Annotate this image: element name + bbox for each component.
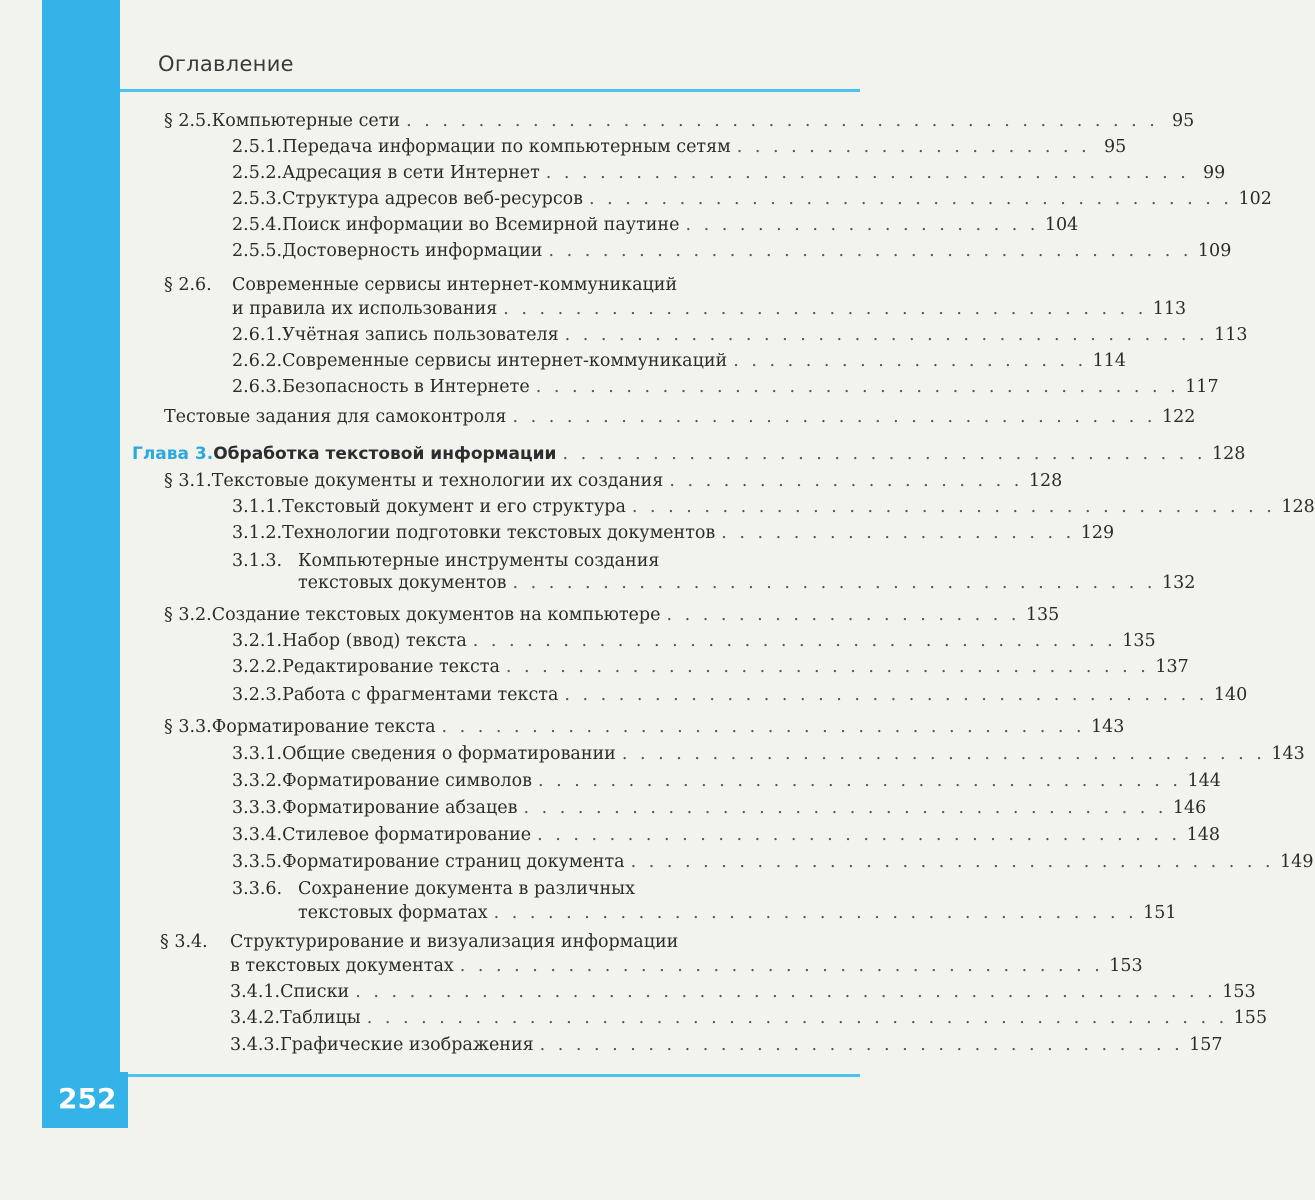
toc-leader-dots: . . . . . . . . . . . . . . . . . . . . . . . . . . . . . . . . . . . . [631,497,1276,517]
toc-entry-page: 132 [1161,573,1196,593]
toc-entry-title: Учётная запись пользователя [282,325,559,345]
toc-leader-dots: . . . . . . . . . . . . . . . . . . . . [666,605,1020,625]
toc-entry-page: 104 [1044,215,1079,235]
toc-entry-page: 113 [1214,325,1248,345]
toc-leader-dots: . . . . . . . . . . . . . . . . . . . . [685,215,1039,235]
toc-leader-dots: . . . . . . . . . . . . . . . . . . . . [736,137,1091,157]
toc-entry-title: Форматирование символов [282,771,532,791]
toc-entry-title: Достоверность информации [282,241,543,261]
toc-entry-title: Форматирование текста [211,717,436,737]
toc-entry-title: Безопасность в Интернете [282,377,530,397]
toc-entry[interactable] [164,404,1196,430]
toc-entry[interactable] [160,929,678,955]
toc-entry-title: Поиск информации во Всемирной паутине [282,215,680,235]
toc-entry-title: Текстовый документ и его структура [282,497,626,517]
toc-entry-title: Графические изображения [280,1035,534,1055]
toc-entry-title: Сохранение документа в различных [298,879,635,899]
toc-entry[interactable] [232,494,1315,520]
toc-entry-continuation[interactable] [230,953,1143,979]
toc-leader-dots: . . . . . . . . . . . . . . . . . . . . . . . . . . . . . . . . . . . . [539,1035,1184,1055]
toc-entry[interactable] [164,468,1063,494]
toc-entry[interactable] [232,768,1221,794]
toc-entry[interactable] [232,822,1221,848]
toc-entry-page: 117 [1185,377,1219,397]
toc-entry[interactable] [232,212,1079,238]
toc-entry-page: 114 [1092,351,1127,371]
toc-entry-title: Адресация в сети Интернет [282,163,540,183]
toc-entry[interactable] [230,979,1256,1005]
toc-entry-title: текстовых документов [298,573,507,593]
toc-entry-page: 95 [1172,111,1195,131]
toc-entry-title: и правила их использования [232,299,498,319]
toc-entry-number: 2.6.2. [232,351,283,371]
toc-entry-number: 3.1.1. [232,497,283,517]
toc-entry-number: 2.5.3. [232,189,283,209]
toc-chapter-number: Глава 3. [132,444,214,464]
toc-leader-dots: . . . . . . . . . . . . . . . . . . . . . . . . . . . . . . . . . . . . [493,903,1138,923]
toc-entry[interactable] [232,741,1305,767]
toc-leader-dots: . . . . . . . . . . . . . . . . . . . . . . . . . . . . . . . . . . . . [621,744,1266,764]
toc-entry-page: 95 [1103,137,1127,157]
toc-entry-page: 143 [1091,717,1125,737]
toc-entry[interactable] [230,1032,1223,1058]
toc-entry[interactable] [230,1005,1268,1031]
toc-entry-title: Набор (ввод) текста [282,631,467,651]
toc-entry-title: Форматирование страниц документа [282,852,625,872]
toc-entry-number: § 3.2. [164,605,212,625]
toc-entry-continuation[interactable] [298,570,1196,596]
toc-entry-number: § 3.1. [164,471,212,491]
toc-leader-dots: . . . . . . . . . . . . . . . . . . . . . . . . . . . . . . . . . . . . [562,444,1206,464]
toc-leader-dots: . . . . . . . . . . . . . . . . . . . . [733,351,1087,371]
toc-entry[interactable] [164,602,1060,628]
toc-leader-dots: . . . . . . . . . . . . . . . . . . . . . . . . . . . . . . . . . . . . [523,798,1167,818]
toc-entry-page: 102 [1238,189,1272,209]
toc-entry-number: § 3.4. [160,932,208,952]
toc-entry-title: Тестовые задания для самоконтроля [164,407,507,427]
toc-entry-page: 144 [1187,771,1221,791]
toc-entry-number: § 3.3. [164,717,212,737]
toc-entry[interactable] [232,238,1232,264]
toc-entry-number: 3.3.3. [232,798,283,818]
toc-entry-page: 151 [1143,903,1177,923]
toc-entry-number: 3.3.2. [232,771,283,791]
toc-leader-dots: . . . . . . . . . . . . . . . . . . . . . . . . . . . . . . . . . . . . [441,717,1086,737]
toc-entry[interactable] [164,714,1125,740]
toc-entry-page: 157 [1189,1035,1223,1055]
toc-entry-title: Компьютерные инструменты создания [298,551,660,571]
toc-entry-title: Работа с фрагментами текста [282,685,559,705]
toc-entry-page: 99 [1202,163,1226,183]
toc-entry[interactable] [164,108,1195,134]
toc-entry-number: 3.3.6. [232,879,283,899]
toc-entry-title: Списки [280,982,350,1002]
toc-entry[interactable] [232,876,635,902]
toc-leader-dots: . . . . . . . . . . . . . . . . . . . . . . . . . . . . . . . . . . . . [512,573,1156,593]
toc-entry-page: 155 [1233,1008,1268,1028]
toc-leader-dots: . . . . . . . . . . . . . . . . . . . . . . . . . . . . . . . . . . . . [535,377,1180,397]
toc-entry-number: 3.3.1. [232,744,283,764]
toc-entry-title: Текстовые документы и технологии их создания [211,471,664,491]
toc-leader-dots: . . . . . . . . . . . . . . . . . . . . . . . . . . . . . . . . . . . . [630,852,1275,872]
toc-entry[interactable] [232,520,1115,546]
toc-leader-dots: . . . . . . . . . . . . . . . . . . . . . . . . . . . . . . . . . . . . [564,685,1208,705]
toc-entry-title: Компьютерные сети [211,111,401,131]
toc-entry-continuation[interactable] [298,900,1177,926]
toc-leader-dots: . . . . . . . . . . . . . . . . . . . . . . . . . . . . . . . . . . . . [564,325,1209,345]
toc-entry-title: Структурирование и визуализация информации [230,932,679,952]
toc-entry-title: Общие сведения о форматировании [282,744,616,764]
toc-leader-dots: . . . . . . . . . . . . . . . . . . . . . . . . . . . . . . . . . . . . [505,657,1150,677]
toc-entry[interactable] [232,628,1156,654]
toc-entry-number: 3.4.1. [230,982,281,1002]
toc-entry[interactable] [232,682,1248,708]
toc-entry-number: 3.4.3. [230,1035,281,1055]
toc-entry-page: 140 [1213,685,1248,705]
toc-entry[interactable] [232,849,1314,875]
toc-entry-title: Стилевое форматирование [282,825,532,845]
toc-entry-title: Современные сервисы интернет-коммуникаций [232,275,678,295]
toc-entry-title: текстовых форматах [298,903,488,923]
toc-leader-dots: . . . . . . . . . . . . . . . . . . . . . . . . . . . . . . . . . . . . . . . . . . [406,111,1159,131]
toc-chapter-title: Обработка текстовой информации [213,444,557,464]
toc-leader-dots: . . . . . . . . . . . . . . . . . . . . . . . . . . . . . . . . . . . . [459,956,1104,976]
toc-leader-dots: . . . . . . . . . . . . . . . . . . . . . . . . . . . . . . . . . . . . [512,407,1156,427]
toc-leader-dots: . . . . . . . . . . . . . . . . . . . . . . . . . . . . . . . . . . . . . . . . . . . . . . . . [366,1008,1228,1028]
toc-leader-dots: . . . . . . . . . . . . . . . . . . . . . . . . . . . . . . . . . . . . [545,163,1190,183]
toc-entry-page: 129 [1080,523,1115,543]
toc-entry[interactable] [232,134,1127,160]
toc-entry-title: Передача информации по компьютерным сетям [282,137,731,157]
toc-entry-title: Таблицы [280,1008,361,1028]
page-number: 252 [58,1082,117,1115]
toc-entry-number: 2.6.3. [232,377,283,397]
toc-leader-dots: . . . . . . . . . . . . . . . . . . . . [721,523,1075,543]
toc-leader-dots: . . . . . . . . . . . . . . . . . . . . [669,471,1023,491]
toc-entry-page: 148 [1186,825,1221,845]
toc-chapter[interactable] [132,441,1246,467]
toc-leader-dots: . . . . . . . . . . . . . . . . . . . . . . . . . . . . . . . . . . . . [548,241,1192,261]
toc-entry[interactable] [232,322,1248,348]
toc-entry-number: 2.5.1. [232,137,283,157]
toc-entry-number: 3.1.2. [232,523,283,543]
toc-entry-title: Современные сервисы интернет-коммуникаций [282,351,728,371]
footer-rule [120,1074,860,1077]
toc-entry-page: 128 [1211,444,1246,464]
toc-entry-page: 122 [1161,407,1196,427]
toc-entry-page: 128 [1028,471,1063,491]
toc-entry[interactable] [232,374,1219,400]
toc-entry-number: 3.2.3. [232,685,283,705]
toc-entry-page: 128 [1281,497,1315,517]
toc-entry[interactable] [232,160,1226,186]
toc-entry-title: Создание текстовых документов на компьютере [211,605,661,625]
toc-entry-title: Структура адресов веб-ресурсов [282,189,584,209]
toc-entry-title: Редактирование текста [282,657,500,677]
toc-entry-page: 146 [1172,798,1207,818]
toc-entry-page: 149 [1280,852,1314,872]
toc-entry-number: 3.2.1. [232,631,283,651]
toc-entry-number: § 2.5. [164,111,212,131]
toc-leader-dots: . . . . . . . . . . . . . . . . . . . . . . . . . . . . . . . . . . . . [503,299,1147,319]
toc-entry[interactable] [232,795,1207,821]
toc-entry-number: § 2.6. [164,275,212,295]
toc-leader-dots: . . . . . . . . . . . . . . . . . . . . . . . . . . . . . . . . . . . . [537,825,1181,845]
toc-entry[interactable] [232,186,1272,212]
toc-entry-number: 2.5.2. [232,163,283,183]
toc-leader-dots: . . . . . . . . . . . . . . . . . . . . . . . . . . . . . . . . . . . . [472,631,1117,651]
toc-entry-title: Технологии подготовки текстовых документов [282,523,716,543]
toc-entry-number: 2.5.4. [232,215,283,235]
toc-entry-page: 153 [1222,982,1256,1002]
toc-entry-number: 3.4.2. [230,1008,281,1028]
toc-entry[interactable] [164,272,677,298]
toc-leader-dots: . . . . . . . . . . . . . . . . . . . . . . . . . . . . . . . . . . . . [538,771,1182,791]
toc-entry-title: в текстовых документах [230,956,454,976]
toc-entry-number: 3.2.2. [232,657,283,677]
toc-entry-continuation[interactable] [232,296,1187,322]
toc-entry-page: 153 [1109,956,1143,976]
toc-entry-page: 135 [1122,631,1156,651]
toc-entry-page: 143 [1271,744,1305,764]
toc-leader-dots: . . . . . . . . . . . . . . . . . . . . . . . . . . . . . . . . . . . . . . . . . . . . . . . . [355,982,1217,1002]
toc-leader-dots: . . . . . . . . . . . . . . . . . . . . . . . . . . . . . . . . . . . . [589,189,1233,209]
page-title: Оглавление [158,52,294,76]
toc-entry-page: 109 [1197,241,1232,261]
toc-entry-page: 113 [1152,299,1187,319]
toc-entry-title: Форматирование абзацев [282,798,518,818]
toc-entry-number: 2.5.5. [232,241,283,261]
toc-entry-number: 3.3.4. [232,825,283,845]
toc-entry-page: 135 [1025,605,1060,625]
toc-entry[interactable] [232,348,1127,374]
toc-entry-page: 137 [1155,657,1189,677]
toc-entry-number: 2.6.1. [232,325,283,345]
toc-entry-number: 3.3.5. [232,852,283,872]
toc-entry[interactable] [232,654,1189,680]
toc-entry-number: 3.1.3. [232,551,283,571]
